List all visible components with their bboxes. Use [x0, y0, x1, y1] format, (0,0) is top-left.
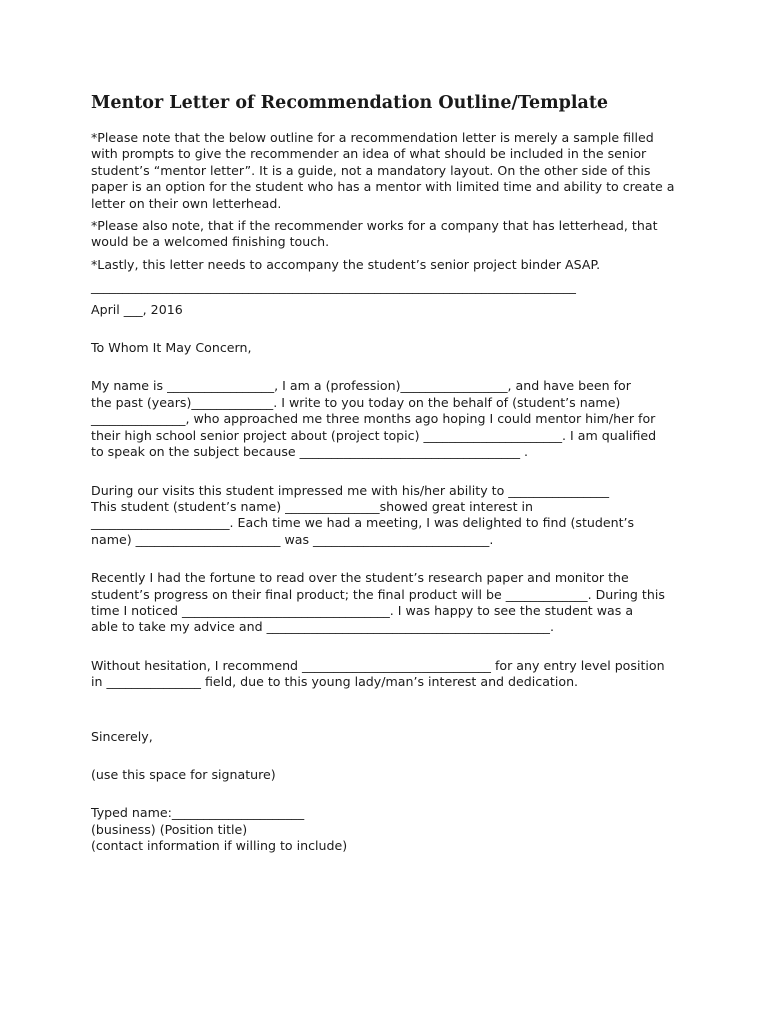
body-line: time I noticed _________________________________. I was happy to see the student was a [91, 602, 634, 618]
position-line: (business) (Position title) [91, 821, 248, 837]
body-paragraph-research [91, 570, 691, 636]
closing: Sincerely, [91, 728, 153, 744]
document-title: Mentor Letter of Recommendation Outline/Template [91, 93, 609, 113]
body-line: My name is _________________, I am a (profession)_________________, and have been for [91, 378, 631, 394]
body-line: the past (years)_____________. I write to you today on the behalf of (student’s name) [91, 394, 621, 410]
body-paragraph-visits [91, 483, 691, 549]
separator-line: _____________________________________________________________________________ [91, 279, 576, 295]
note-line: *Please also note, that if the recommender works for a company that has letterhead, that [91, 218, 658, 234]
note-paragraph-1 [91, 130, 691, 212]
note-line: *Lastly, this letter needs to accompany the student’s senior project binder ASAP. [91, 256, 601, 272]
note-line: student’s “mentor letter”. It is a guide, not a mandatory layout. On the other side of this [91, 162, 651, 178]
signature-note: (use this space for signature) [91, 766, 276, 782]
note-line: letter on their own letterhead. [91, 195, 282, 211]
contact-line: (contact information if willing to include) [91, 838, 348, 854]
note-line: *Please note that the below outline for a recommendation letter is merely a sample filled [91, 130, 654, 145]
note-line: paper is an option for the student who has a mentor with limited time and ability to create a [91, 179, 675, 195]
body-line: Recently I had the fortune to read over the student’s research paper and monitor the [91, 570, 629, 586]
body-line: This student (student’s name) _______________showed great interest in [91, 498, 533, 514]
body-line: in _______________ field, due to this young lady/man’s interest and dedication. [91, 674, 579, 690]
body-line: their high school senior project about (project topic) ______________________. I am qualified [91, 427, 657, 443]
letter-date: April ___, 2016 [91, 301, 183, 317]
note-paragraph-3 [91, 257, 691, 273]
letter-page [91, 90, 691, 855]
body-line: During our visits this student impressed me with his/her ability to ________________ [91, 482, 610, 498]
note-paragraph-2 [91, 218, 691, 251]
body-line: able to take my advice and _____________________________________________. [91, 619, 554, 635]
body-paragraph-recommend [91, 658, 691, 691]
body-paragraph-intro [91, 378, 691, 460]
body-line: ______________________. Each time we had a meeting, I was delighted to find (student’s [91, 515, 635, 531]
signature-block [91, 805, 691, 854]
note-line: would be a welcomed finishing touch. [91, 234, 330, 250]
note-line: with prompts to give the recommender an idea of what should be included in the senior [91, 146, 647, 162]
body-line: Without hesitation, I recommend ______________________________ for any entry level position [91, 657, 665, 673]
salutation: To Whom It May Concern, [91, 340, 252, 356]
body-line: name) _______________________ was ____________________________. [91, 531, 494, 547]
body-line: _______________, who approached me three months ago hoping I could mentor him/her for [91, 411, 656, 427]
body-line: to speak on the subject because ___________________________________ . [91, 444, 529, 460]
typed-name-line: Typed name:_____________________ [91, 805, 305, 821]
body-line: student’s progress on their final product; the final product will be _____________. During this [91, 586, 665, 602]
